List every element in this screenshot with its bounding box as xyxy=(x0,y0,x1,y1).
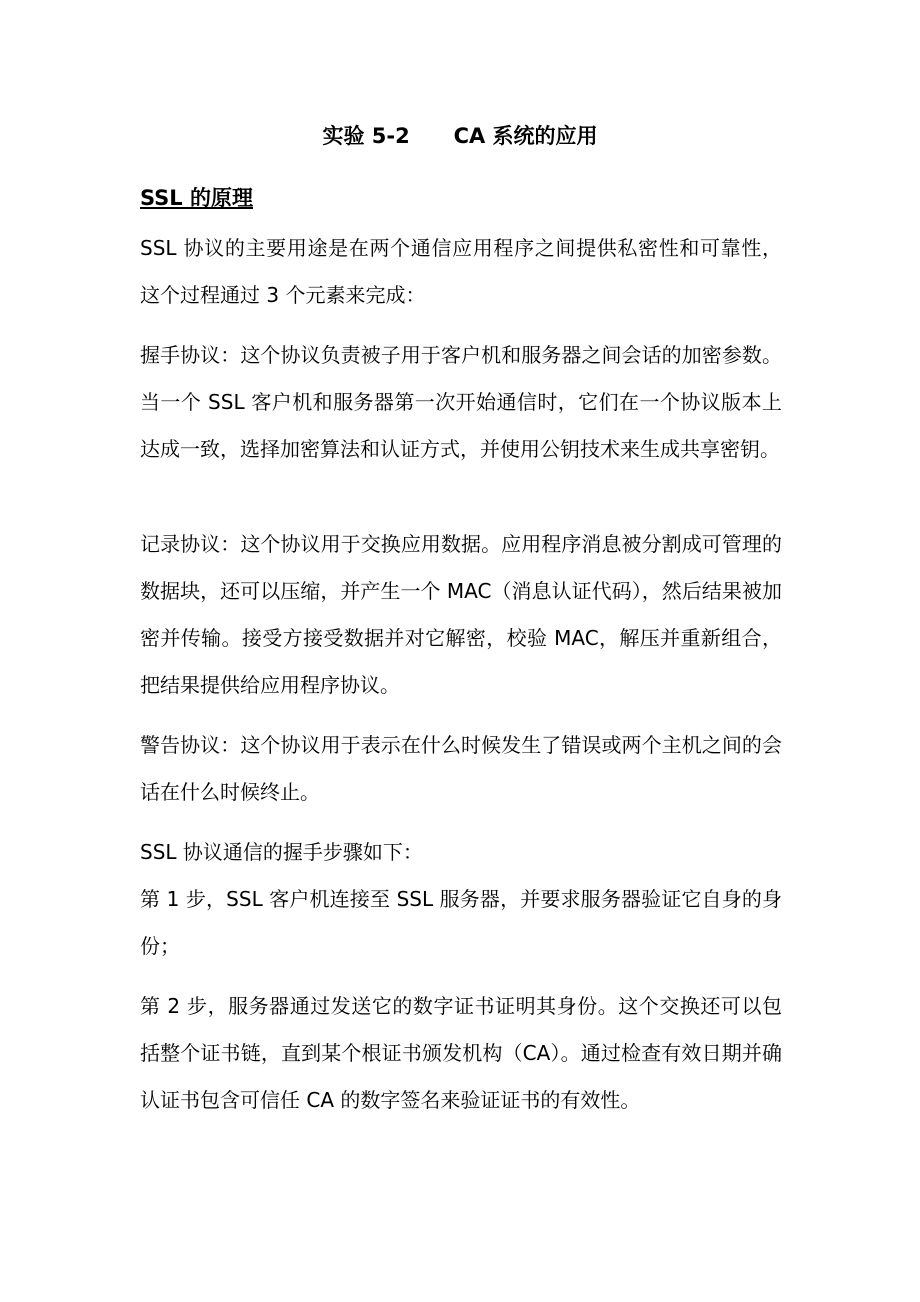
paragraph-step-2: 第 2 步，服务器通过发送它的数字证书证明其身份。这个交换还可以包括整个证书链，直到某个根证书颁发机构（CA）。通过检查有效日期并确认证书包含可信任 CA 的数字签名来验证证书的有效性。 xyxy=(140,994,782,1112)
paragraph-alert-protocol: 警告协议：这个协议用于表示在什么时候发生了错误或两个主机之间的会话在什么时候终止。 xyxy=(140,733,782,804)
paragraph-handshake-steps-intro: SSL 协议通信的握手步骤如下： xyxy=(140,840,423,864)
paragraph-step-1: 第 1 步，SSL 客户机连接至 SSL 服务器，并要求服务器验证它自身的身份； xyxy=(140,887,782,958)
paragraph-ssl-purpose: SSL 协议的主要用途是在两个通信应用程序之间提供私密性和可靠性，这个过程通过 3 个元素来完成： xyxy=(140,236,782,307)
paragraph-record-protocol: 记录协议：这个协议用于交换应用数据。应用程序消息被分割成可管理的数据块，还可以压缩，并产生一个 MAC（消息认证代码），然后结果被加密并传输。接受方接受数据并对它解密，校验 MAC，解压并重新组合，把结果提供给应用程序协议。 xyxy=(140,532,782,697)
document-title: 实验 5-2 CA 系统的应用 xyxy=(322,124,598,148)
paragraph-handshake-protocol: 握手协议：这个协议负责被子用于客户机和服务器之间会话的加密参数。当一个 SSL 客户机和服务器第一次开始通信时，它们在一个协议版本上达成一致，选择加密算法和认证方式，并使用公钥技术来生成共享密钥。 xyxy=(140,343,782,461)
section-heading: SSL 的原理 xyxy=(140,186,253,210)
